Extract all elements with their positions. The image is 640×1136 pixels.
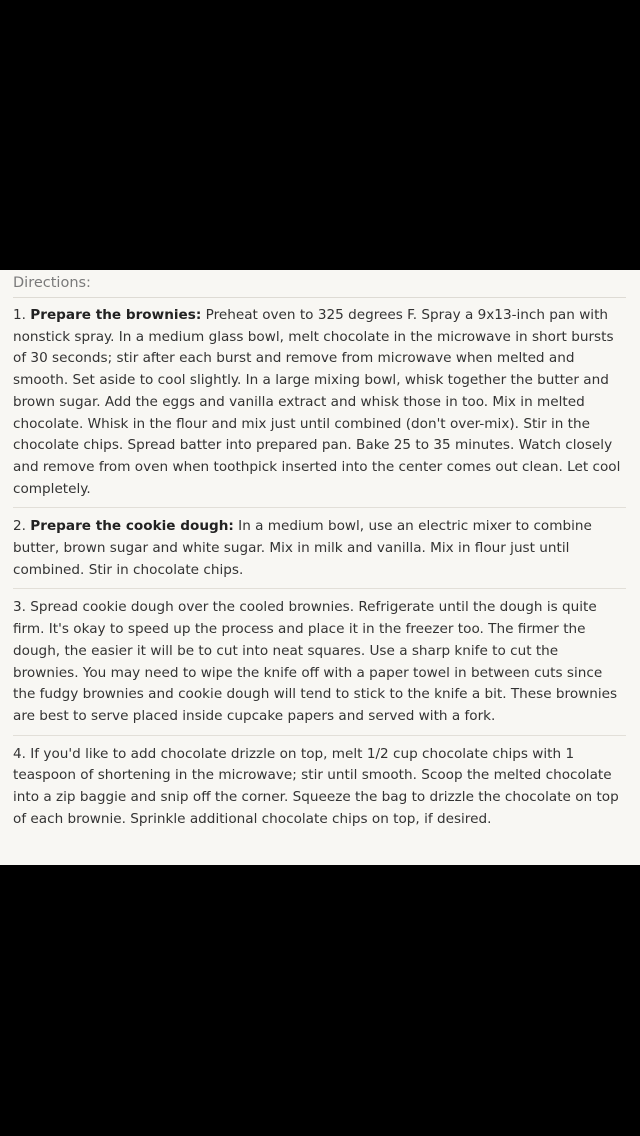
- step-1-text: Preheat oven to 325 degrees F. Spray a 9x13-inch pan with nonstick spray. In a medium glass bowl, melt chocolate in the microwave in short bursts of 30 seconds; stir after each burst and remove from microwave when melted and smooth. Set aside to cool slightly. In a large mixing bowl, whisk together the butter and brown sugar. Add the eggs and vanilla extract and whisk those in too. Mix in melted chocolate. Whisk in the flour and mix just until combined (don't over-mix). Stir in the chocolate chips. Spread batter into prepared pan. Bake 25 to 35 minutes. Watch closely and remove from oven when toothpick inserted into the center comes out clean. Let cool completely.: [13, 307, 621, 497]
- step-3-text: 3. Spread cookie dough over the cooled brownies. Refrigerate until the dough is quite firm. It's okay to speed up the process and place it in the freezer too. The firmer the dough, the easier it will be to cut into neat squares. Use a sharp knife to cut the brownies. You may need to wipe the knife off with a paper towel in between cuts since the fudgy brownies and cookie dough will tend to stick to the knife a bit. These brownies are best to serve placed inside cupcake papers and served with a fork.: [13, 599, 618, 724]
- step-4-text: 4. If you'd like to add chocolate drizzle on top, melt 1/2 cup chocolate chips with 1 teaspoon of shortening in the microwave; stir until smooth. Scoop the melted chocolate into a zip baggie and snip off the corner. Squeeze the bag to drizzle the chocolate on top of each brownie. Sprinkle additional chocolate chips on top, if desired.: [13, 745, 619, 827]
- step-4: [13, 744, 626, 838]
- step-1: [13, 305, 626, 508]
- step-2-title: Prepare the cookie dough:: [30, 518, 234, 535]
- step-2-text: In a medium bowl, use an electric mixer to combine butter, brown sugar and white sugar. Mix in milk and vanilla. Mix in flour just until combined. Stir in chocolate chips.: [13, 518, 592, 578]
- directions-panel: [0, 270, 640, 865]
- step-2: [13, 516, 626, 589]
- step-1-prefix: 1.: [13, 307, 31, 323]
- step-1-title: Prepare the brownies:: [30, 307, 202, 323]
- step-2-prefix: 2.: [13, 518, 31, 535]
- step-3: [13, 597, 626, 735]
- directions-heading: Directions:: [13, 273, 626, 298]
